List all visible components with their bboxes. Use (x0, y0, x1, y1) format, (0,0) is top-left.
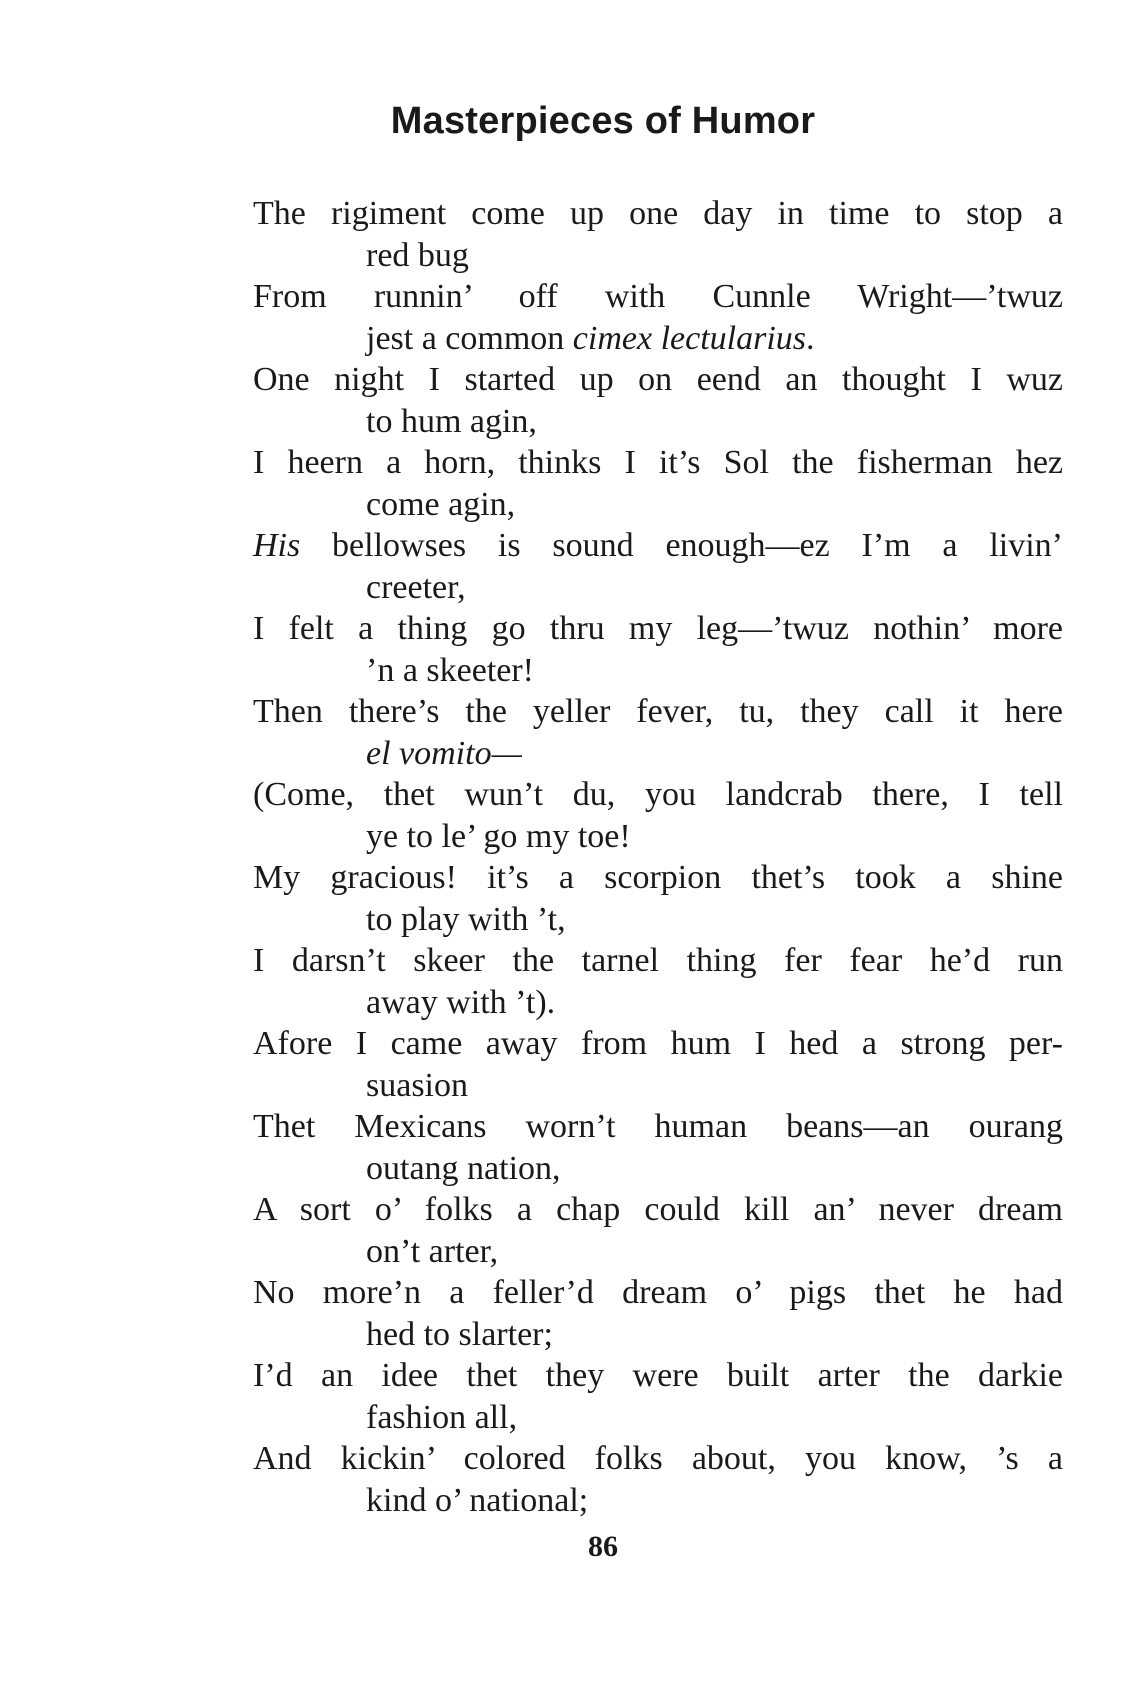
poem-line: And kickin’ colored folks about, you know, ’s a (253, 1440, 1063, 1477)
running-head: Masterpieces of Humor (390, 100, 816, 142)
poem-line: A sort o’ folks a chap could kill an’ never dream (253, 1191, 1063, 1228)
text-run: jest a common (366, 319, 573, 357)
italic-latin-name: cimex lectularius (572, 319, 806, 357)
poem-line: No more’n a feller’d dream o’ pigs thet he had (253, 1274, 1063, 1311)
poem-line: The rigiment come up one day in time to stop a (253, 195, 1063, 232)
text-run: . (806, 319, 815, 357)
poem-line: Thet Mexicans worn’t human beans—an ourang (253, 1108, 1063, 1145)
poem-line: From runnin’ off with Cunnle Wright—’twuz (253, 278, 1063, 315)
poem-line-continuation: away with ’t). (366, 983, 556, 1021)
poem-text (253, 193, 1063, 1521)
poem-line-continuation: on’t arter, (366, 1232, 499, 1270)
poem-line-continuation (253, 318, 1063, 360)
poem-line-continuation: suasion (366, 1066, 468, 1104)
poem-line-continuation: creeter, (366, 568, 466, 606)
poem-line-continuation: to hum agin, (366, 402, 537, 440)
poem-line-continuation: hed to slarter; (366, 1315, 553, 1353)
poem-line-continuation: el vomito— (366, 734, 522, 772)
poem-line-continuation: come agin, (366, 485, 516, 523)
poem-line: My gracious! it’s a scorpion thet’s took a shine (253, 859, 1063, 896)
poem-line: I’d an idee thet they were built arter the darkie (253, 1357, 1063, 1394)
text-run: bellowses is sound enough—ez I’m a livin’ (300, 527, 1063, 564)
poem-line: I darsn’t skeer the tarnel thing fer fear he’d run (253, 942, 1063, 979)
poem-line-continuation: to play with ’t, (366, 900, 566, 938)
poem-line: Afore I came away from hum I hed a strong per- (253, 1025, 1063, 1062)
poem-line-continuation: ’n a skeeter! (366, 651, 535, 689)
poem-line-continuation: fashion all, (366, 1398, 518, 1436)
italic-word: His (253, 527, 301, 564)
poem-line-continuation: kind o’ national; (366, 1481, 589, 1519)
poem-line-continuation: ye to le’ go my toe! (366, 817, 631, 855)
poem-line: Then there’s the yeller fever, tu, they call it here (253, 693, 1063, 730)
poem-line: One night I started up on eend an thought I wuz (253, 361, 1063, 398)
poem-line: (Come, thet wun’t du, you landcrab there, I tell (253, 776, 1063, 813)
page-number: 86 (588, 1530, 618, 1563)
poem-line-continuation: red bug (366, 236, 469, 274)
poem-line: I felt a thing go thru my leg—’twuz nothin’ more (253, 610, 1063, 647)
poem-line (253, 525, 1063, 567)
poem-line: I heern a horn, thinks I it’s Sol the fisherman hez (253, 444, 1063, 481)
poem-line-continuation: outang nation, (366, 1149, 561, 1187)
